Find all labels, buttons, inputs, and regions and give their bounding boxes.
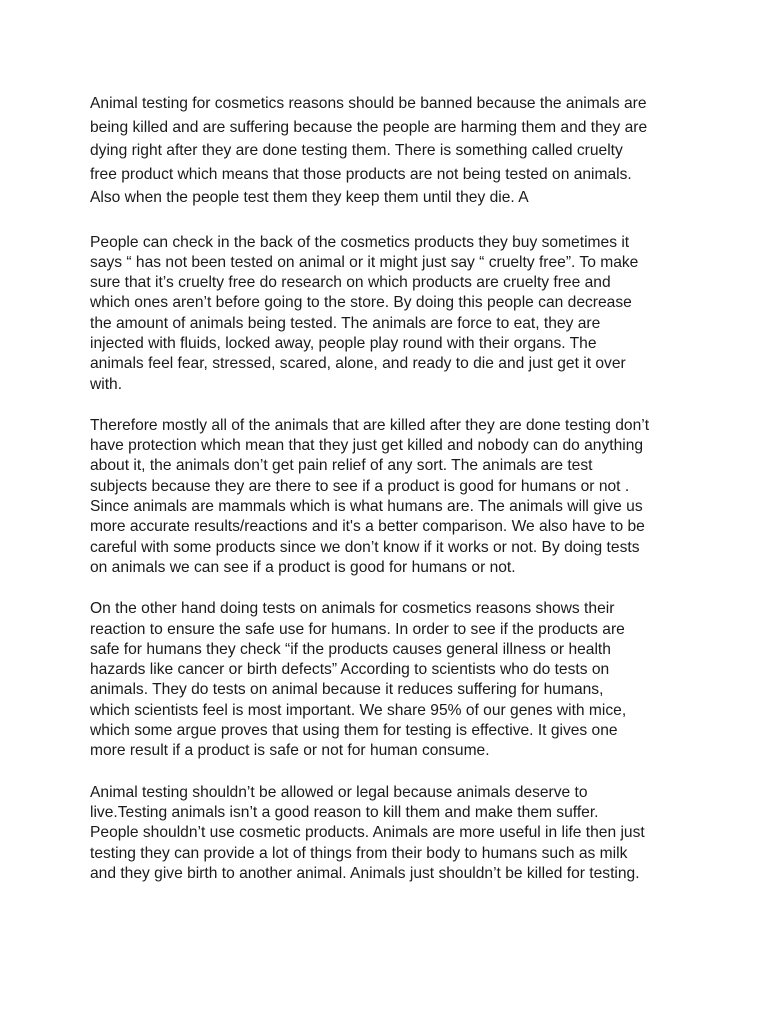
document-body	[90, 92, 690, 884]
paragraph-4: On the other hand doing tests on animals for cosmetics reasons shows their reaction to ensure the safe use for humans. In order to see if the products are safe for humans they check “if the products causes general illness or health hazards like cancer or birth defects” According to scientists who do tests on animals. They do tests on animal because it reduces suffering for humans, which scientists feel is most important. We share 95% of our genes with mice, which some argue proves that using them for testing is effective. It gives one more result if a product is safe or not for human consume.	[90, 600, 627, 760]
paragraph-2: People can check in the back of the cosmetics products they buy sometimes it says “ has not been tested on animal or it might just say “ cruelty free”. To make sure that it’s cruelty free do research on which products are cruelty free and which ones aren’t before going to the store. By doing this people can decrease the amount of animals being tested. The animals are force to eat, they are injected with fluids, locked away, people play round with their organs. The animals feel fear, stressed, scared, alone, and ready to die and just get it over with.	[90, 233, 639, 393]
paragraph-3: Therefore mostly all of the animals that are killed after they are done testing don’t have protection which mean that they just get killed and nobody can do anything about it, the animals don’t get pain relief of any sort. The animals are test subjects because they are there to see if a product is good for humans or not . Since animals are mammals which is what humans are. The animals will give us more accurate results/reactions and it's a better comparison. We also have to be careful with some products since we don’t know if it works or not. By doing tests on animals we can see if a product is good for humans or not.	[90, 416, 650, 576]
paragraph-1: Animal testing for cosmetics reasons should be banned because the animals are being killed and are suffering because the people are harming them and they are dying right after they are done testing them. There is something called cruelty free product which means that those products are not being tested on animals. Also when the people test them they keep them until they die. A	[90, 95, 648, 206]
paragraph-5: Animal testing shouldn’t be allowed or legal because animals deserve to live.Testing animals isn’t a good reason to kill them and make them suffer. People shouldn’t use cosmetic products. Animals are more useful in life then just testing they can provide a lot of things from their body to humans such as milk and they give birth to another animal. Animals just shouldn’t be killed for testing.	[90, 783, 645, 882]
